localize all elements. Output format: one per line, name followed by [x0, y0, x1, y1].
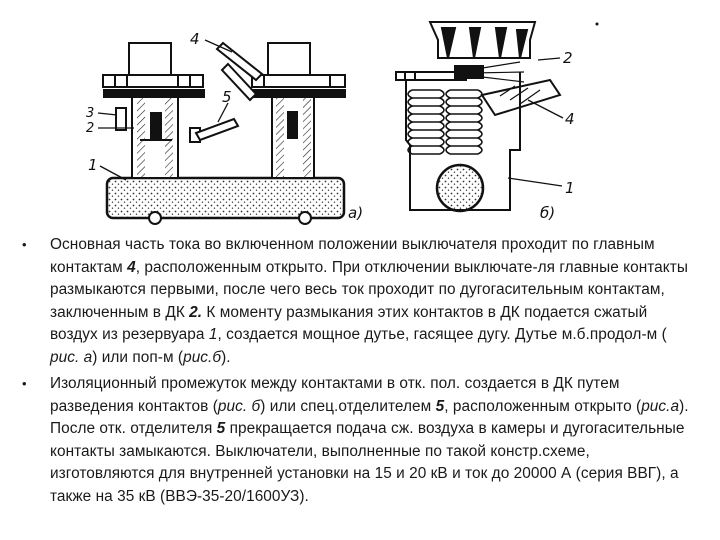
- pole-left: [103, 43, 204, 178]
- p2-run: прекращается подача сж. воздуха в камеры и дугогасительные контакты замыкаются. Выключатели, выполненные по такой констр.схеме, изготовляются для внутренней установки на 15 и 20 кВ и ток до 20000 А (серия ВВГ), а также на 35 кВ (ВВЭ-35-20/1600УЗ).: [50, 420, 685, 505]
- p1-run: 2.: [189, 303, 203, 321]
- drawing-b: [396, 22, 563, 211]
- label-2-a: 2: [86, 121, 95, 136]
- paragraph-2-text: [50, 373, 698, 508]
- p1-run: Основная часть тока во включенном положении выключателя проходит по главным контактам: [50, 236, 655, 276]
- p2-run: рис. б: [217, 397, 261, 415]
- pole-right: [252, 43, 345, 178]
- p1-run: ) или поп-м (: [92, 348, 184, 366]
- p1-run: К моменту размыкания этих контактов в ДК подается сжатый воздух из резервуара: [50, 303, 648, 343]
- drawing-a: [98, 40, 345, 224]
- label-2-b: 2: [563, 49, 573, 67]
- p2-run: , расположенным открыто (: [444, 397, 642, 415]
- p1-run: 4: [127, 258, 136, 276]
- disconnector-5: [196, 119, 238, 140]
- paragraph-1: [18, 234, 698, 369]
- label-5-a: 5: [222, 88, 232, 106]
- label-4-b: 4: [565, 110, 575, 128]
- bullet-1: •: [22, 237, 27, 252]
- label-1-b: 1: [565, 179, 575, 197]
- p2-run: ) или спец.отделителем: [260, 397, 436, 415]
- p1-run: ).: [221, 348, 231, 366]
- p1-run: рис.б: [183, 348, 222, 366]
- paragraph-2: [18, 373, 698, 508]
- label-4-a: 4: [190, 30, 200, 48]
- p1-run: , создается мощное дутье, гасящее дугу. Дутье м.б.продол-м (: [217, 326, 667, 343]
- p2-run: Изоляционный промежуток между контактами в отк. пол. создается в ДК путем разведения контактов (: [50, 375, 620, 415]
- caption-a: а): [348, 204, 364, 222]
- caption-b: б): [540, 204, 556, 222]
- p2-run: рис.а: [641, 397, 680, 415]
- p1-run: рис. а: [50, 348, 93, 366]
- p2-run: 5: [216, 420, 226, 437]
- p1-run: 1: [208, 326, 218, 343]
- circuit-breaker-drawing: [0, 0, 720, 230]
- p2-run: 5: [435, 397, 445, 415]
- p2-run: ). После отк. отделителя: [50, 397, 689, 437]
- label-3-a: 3: [86, 106, 95, 121]
- p1-run: , расположенным открыто. При отключении выключате-ля главные контакты размыкаются первыми, после чего весь ток проходит по дугогасительным контактам, заключенным в ДК: [50, 258, 688, 321]
- description-text: [18, 234, 698, 512]
- bullet-2: •: [22, 376, 27, 391]
- paragraph-1-text: [50, 234, 698, 369]
- label-1-a: 1: [88, 156, 98, 174]
- bellows: [408, 90, 482, 154]
- air-reservoir-b: [437, 165, 483, 211]
